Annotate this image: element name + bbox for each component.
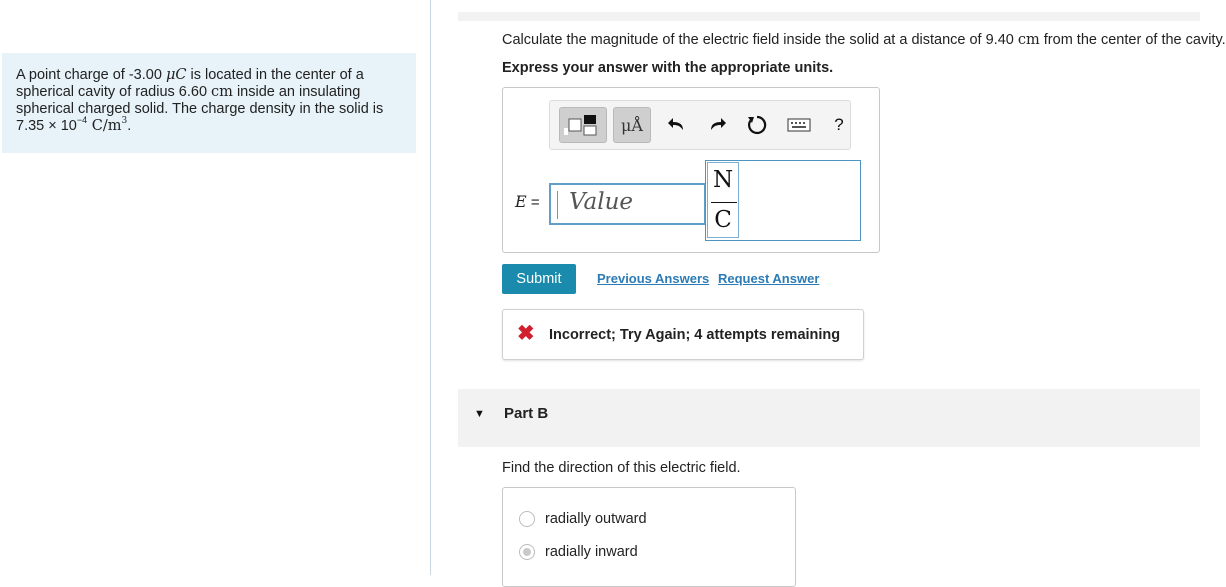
direction-options — [502, 487, 796, 587]
radio-outward[interactable] — [519, 511, 535, 527]
value-placeholder: Value — [569, 189, 633, 215]
math-toolbar — [549, 100, 851, 150]
part-b-prompt: Find the direction of this electric field. — [502, 460, 741, 476]
part-a-prompt: Calculate the magnitude of the electric field inside the solid at a distance of 9.40 cm from the center of the cavity. — [502, 32, 1226, 48]
units-numerator[interactable]: N — [712, 167, 734, 193]
units-denominator[interactable]: C — [714, 207, 732, 233]
units-fraction — [707, 162, 739, 238]
previous-answers-link[interactable]: Previous Answers — [597, 271, 710, 286]
column-divider — [430, 0, 431, 575]
value-input[interactable] — [549, 183, 706, 225]
request-answer-link[interactable]: Request Answer — [718, 271, 820, 286]
radio-inward[interactable] — [519, 544, 535, 560]
part-b-title: Part B — [504, 405, 549, 422]
problem-line-2: spherical cavity of radius 6.60 cm inside an insulating — [16, 84, 361, 100]
templates-button[interactable] — [559, 107, 607, 143]
text-caret — [557, 191, 558, 219]
part-a-header-bar — [458, 12, 1200, 21]
answer-box — [502, 87, 880, 253]
option-radially-outward[interactable]: radially outward — [519, 510, 647, 528]
problem-line-3: spherical charged solid. The charge density in the solid is — [16, 101, 384, 117]
unit-cm: cm — [211, 84, 233, 100]
collapse-triangle-icon[interactable]: ▼ — [474, 408, 485, 420]
problem-line-1: A point charge of -3.00 μC is located in the center of a — [16, 67, 364, 83]
feedback-text: Incorrect; Try Again; 4 attempts remaining — [549, 327, 841, 343]
fraction-bar — [711, 202, 737, 203]
variable-label: E = — [515, 192, 540, 211]
part-b-header[interactable] — [458, 389, 1200, 447]
reset-icon[interactable] — [746, 113, 768, 137]
submit-button[interactable]: Submit — [502, 264, 576, 294]
units-button[interactable]: μÅ — [613, 107, 651, 143]
problem-statement — [2, 53, 416, 153]
unit-microcoulomb: μC — [165, 67, 187, 83]
undo-icon[interactable] — [666, 113, 688, 137]
feedback-message — [502, 309, 864, 360]
templates-icon — [560, 108, 606, 142]
answer-instruction: Express your answer with the appropriate units. — [502, 60, 834, 76]
units-input[interactable] — [705, 160, 861, 241]
help-icon[interactable]: ? — [834, 115, 844, 134]
option-radially-inward[interactable]: radially inward — [519, 543, 638, 561]
redo-icon[interactable] — [706, 113, 728, 137]
incorrect-icon: ✖ — [517, 322, 535, 345]
keyboard-icon[interactable] — [786, 113, 812, 137]
problem-line-4: $7.35 \times 10^{-4}$ $C/m^3$. — [16, 115, 132, 134]
